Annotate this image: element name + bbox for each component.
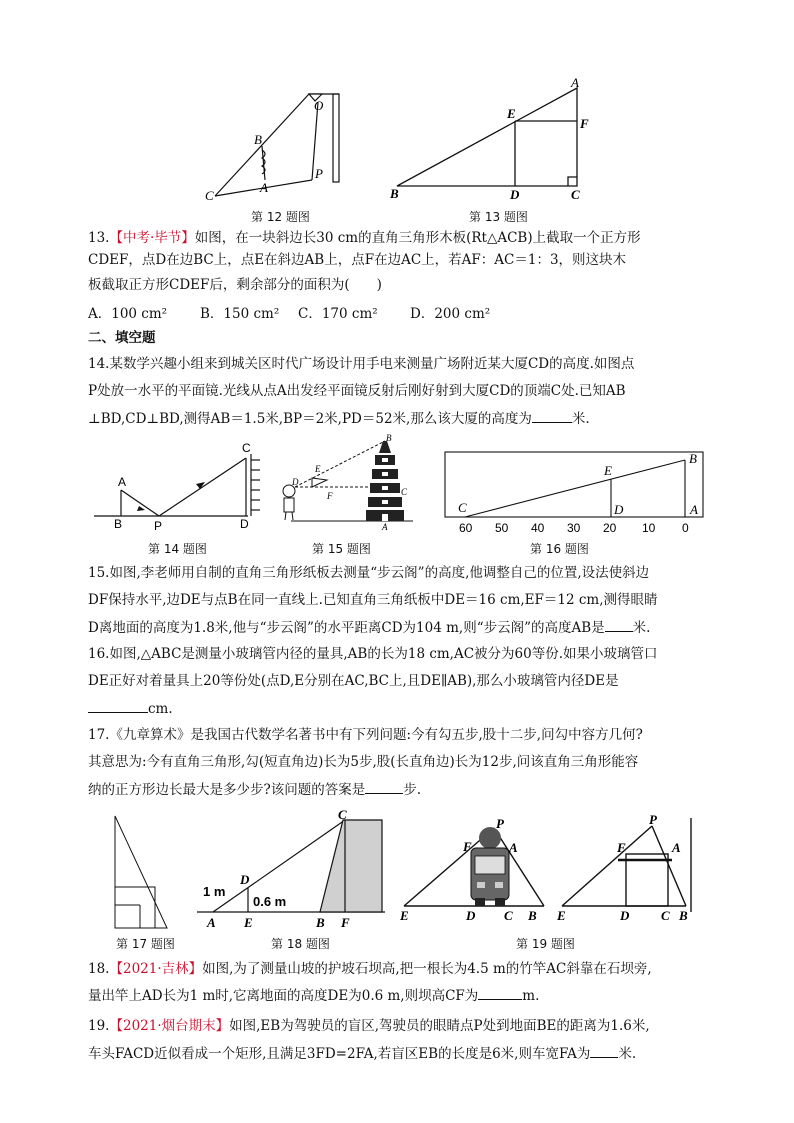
fig15-caption: 第 15 题图 (312, 542, 371, 556)
q19-text1: 如图,EB为驾驶员的盲区,驾驶员的眼睛点P处到地面BE的距离为1.6米, (229, 1018, 650, 1034)
fig15-label-A: A (382, 522, 388, 532)
fig16-tick: 60 (459, 521, 473, 535)
q14-tail: 米. (571, 411, 590, 427)
fig14-caption: 第 14 题图 (148, 542, 207, 556)
q18-source: 【2021·吉林】 (109, 961, 203, 977)
q19-answer-blank[interactable] (590, 1043, 618, 1058)
fig12-label-O: O (314, 98, 324, 113)
q13-line3: 板截取正方形CDEF后，剩余部分的面积为( ) (88, 277, 382, 293)
fig16-tick: 30 (567, 521, 581, 535)
fig14-label-D: D (240, 517, 249, 531)
fig19-label-C: C (504, 908, 513, 923)
fig12-label-A: A (260, 180, 268, 195)
fig12-label-C: C (205, 188, 214, 203)
fig19-label-A2: A (672, 840, 681, 855)
fig16-caption: 第 16 题图 (530, 542, 589, 556)
q15-line1: 15.如图,李老师用自制的直角三角形纸板去测量“步云阁”的高度,他调整自己的位置,设法使斜边 (88, 565, 650, 581)
fig14-label-C: C (242, 441, 251, 455)
fig16-label-C: C (458, 500, 467, 515)
fig18-label-D: D (240, 872, 250, 887)
q16-line1: 16.如图,△ABC是测量小玻璃管内径的量具,AB的长为18 cm,AC被分为60等份.如果小玻璃管口 (88, 646, 658, 662)
fig19-label-B2: B (679, 908, 688, 923)
fig12-label-P: P (315, 166, 323, 181)
q17-text3: 纳的正方形边长最大是多少步?该问题的答案是 (88, 782, 366, 798)
q18-line2 (88, 985, 708, 1006)
fig16-tick: 40 (531, 521, 545, 535)
fig12-label-B: B (254, 132, 262, 147)
figure-12 (200, 84, 360, 208)
fig19-label-B: B (528, 908, 537, 923)
fig16-label-E: E (604, 463, 612, 478)
fig19-label-E2: E (557, 908, 566, 923)
q14-line2: P处放一水平的平面镜.光线从点A出发经平面镜反射后刚好射到大厦CD的顶端C处.已知AB (88, 383, 626, 399)
fig18-label-B: B (316, 915, 325, 930)
figure-18 (195, 808, 395, 934)
q13-line1 (88, 228, 708, 248)
q13-source: 【中考·毕节】 (109, 230, 195, 246)
q13-text1: 如图，在一块斜边长30 cm的直角三角形木板(Rt△ACB)上截取一个正方形 (194, 230, 641, 246)
fig12-caption: 第 12 题图 (251, 210, 310, 224)
q17-line1: 17.《九章算术》是我国古代数学名著书中有下列问题:今有勾五步,股十二步,问勾中容方几何? (88, 727, 643, 743)
figure-16 (440, 448, 710, 538)
fig19-label-E: E (400, 908, 409, 923)
q16-answer-blank[interactable] (88, 698, 148, 713)
figure-17 (105, 810, 175, 934)
fig13-label-F: F (580, 116, 589, 131)
q18-line1 (88, 959, 708, 979)
fig19-label-D2: D (620, 908, 630, 923)
q19-tail: 米. (618, 1046, 637, 1062)
q14-answer-blank[interactable] (532, 408, 572, 423)
fig14-label-B: B (114, 517, 123, 531)
fig16-tick: 20 (603, 521, 617, 535)
fig16-label-D: D (614, 502, 624, 517)
fig14-label-P: P (154, 519, 163, 533)
q19-number: 19. (88, 1018, 110, 1034)
q14-line3 (88, 408, 708, 429)
fig19-label-C2: C (661, 908, 670, 923)
q18-answer-blank[interactable] (478, 985, 522, 1000)
q17-line3 (88, 779, 708, 800)
fig19-label-D: D (466, 908, 476, 923)
q13-number: 13. (88, 230, 110, 246)
fig19-label-P2: P (649, 812, 657, 827)
fig13-label-E: E (507, 106, 516, 121)
q18-number: 18. (88, 961, 110, 977)
q13-option-b: B．150 cm² (200, 306, 280, 322)
q15-tail: 米. (632, 620, 651, 636)
fig19-caption: 第 19 题图 (516, 937, 575, 951)
fig13-label-C: C (571, 187, 580, 202)
fig15-label-D: D (292, 477, 299, 487)
q16-line2: DE正好对着量具上20等份处(点D,E分别在AC,BC上,且DE∥AB),那么小玻璃管内径DE是 (88, 673, 619, 689)
fig16-label-A: A (690, 502, 698, 517)
q14-text3: ⊥BD,CD⊥BD,测得AB＝1.5米,BP＝2米,PD＝52米,那么该大厦的高度为 (88, 411, 532, 427)
q17-tail: 步. (403, 782, 422, 798)
fig13-label-B: B (390, 186, 399, 201)
q13-option-a: A．100 cm² (88, 306, 168, 322)
q17-line2: 其意思为:今有直角三角形,勾(短直角边)长为5步,股(长直角边)长为12步,问该直角三角形能容 (88, 754, 639, 770)
fig13-caption: 第 13 题图 (469, 210, 528, 224)
fig18-len-ad: 1 m (203, 884, 226, 899)
fig18-len-de: 0.6 m (253, 894, 287, 909)
fig19-label-F2: F (617, 840, 626, 855)
fig16-label-B: B (689, 451, 697, 466)
q13-options (88, 304, 708, 324)
fig13-label-A: A (571, 75, 579, 90)
fig18-label-E: E (244, 915, 253, 930)
q19-text2: 车头FACD近似看成一个矩形,且满足3FD=2FA,若盲区EB的长度是6米,则车宽FA为 (88, 1046, 591, 1062)
fig18-label-A: A (207, 915, 216, 930)
section-title: 二、填空题 (88, 330, 156, 346)
fig16-tick: 10 (642, 521, 656, 535)
q18-text2: 量出竿上AD长为1 m时,它离地面的高度DE为0.6 m,则坝高CF为 (88, 988, 479, 1004)
fig15-label-E: E (315, 464, 321, 474)
fig18-label-C: C (338, 807, 347, 822)
fig13-label-D: D (510, 187, 520, 202)
q19-line2 (88, 1043, 708, 1064)
q19-source: 【2021·烟台期末】 (109, 1018, 230, 1034)
q13-option-c: C．170 cm² (298, 306, 378, 322)
fig15-label-F: F (327, 491, 333, 501)
figure-13 (388, 76, 598, 202)
figure-19 (400, 810, 696, 932)
fig19-label-P: P (496, 816, 504, 831)
figure-15 (275, 433, 425, 538)
fig16-tick: 50 (495, 521, 509, 535)
q15-line3 (88, 617, 708, 638)
fig16-tick: 0 (682, 521, 689, 535)
q13-option-d: D．200 cm² (410, 306, 491, 322)
fig19-label-A: A (509, 840, 518, 855)
fig18-caption: 第 18 题图 (271, 937, 330, 951)
q16-tail: cm. (148, 701, 173, 717)
q14-line1: 14.某数学兴趣小组来到城关区时代广场设计用手电来测量广场附近某大厦CD的高度.如图点 (88, 356, 635, 372)
q13-line2: CDEF，点D在边BC上，点E在斜边AB上，点F在边AC上，若AF：AC＝1：3，则这块木 (88, 252, 627, 268)
fig17-caption: 第 17 题图 (116, 937, 175, 951)
q18-text1: 如图,为了测量山坡的护坡石坝高,把一根长为4.5 m的竹竿AC斜靠在石坝旁, (202, 961, 652, 977)
q15-answer-blank[interactable] (605, 617, 633, 632)
fig15-label-C: C (401, 487, 408, 497)
q15-text3: D离地面的高度为1.8米,他与“步云阁”的水平距离CD为104 m,则“步云阁”的高度AB是 (88, 620, 605, 636)
fig18-label-F: F (341, 915, 350, 930)
q15-line2: DF保持水平,边DE与点B在同一直线上.已知直角三角纸板中DE＝16 cm,EF＝12 cm,测得眼睛 (88, 592, 658, 608)
q17-answer-blank[interactable] (365, 779, 403, 794)
fig14-label-A: A (118, 475, 127, 489)
q19-line1 (88, 1016, 708, 1036)
figure-14 (90, 440, 270, 536)
fig19-label-F: F (463, 839, 472, 854)
fig15-label-B: B (386, 433, 392, 443)
q18-tail: m. (522, 988, 540, 1004)
q16-line3 (88, 698, 708, 719)
